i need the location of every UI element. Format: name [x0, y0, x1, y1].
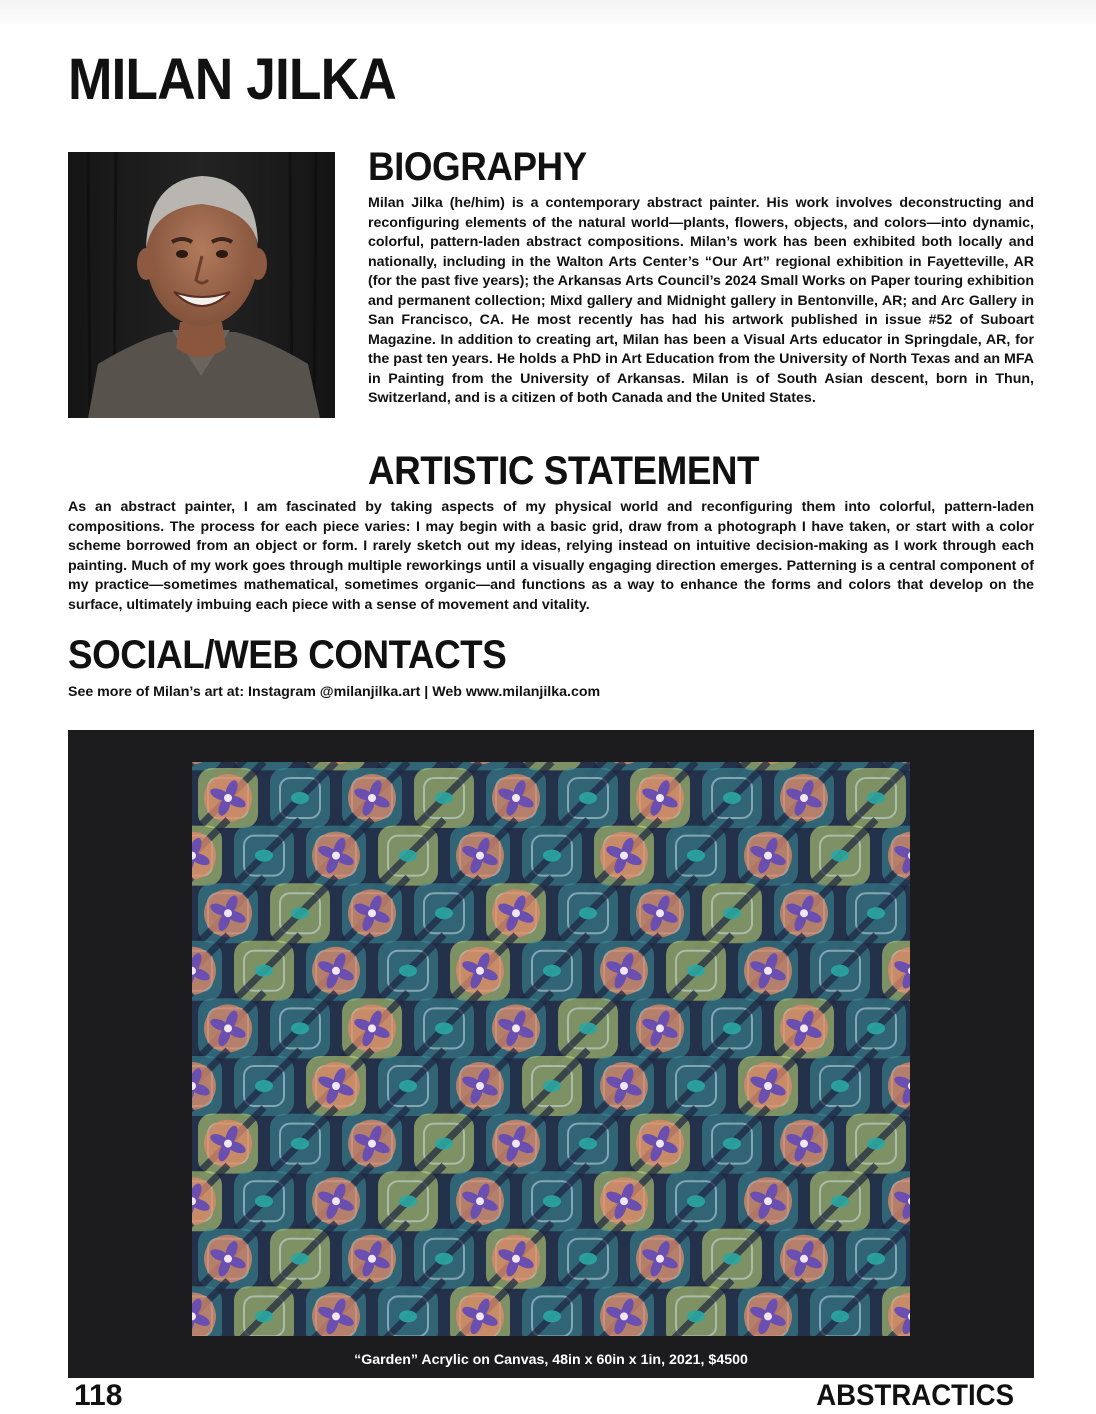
biography-heading: BIOGRAPHY: [368, 145, 587, 189]
artist-name: MILAN JILKA: [68, 47, 396, 112]
magazine-name: ABSTRACTICS: [816, 1379, 1014, 1412]
biography-text: Milan Jilka (he/him) is a contemporary abstract painter. His work involves deconstructing and reconfiguring elements of the natural world—plants, flowers, objects, and colors—into dynamic, colorful, pattern-laden abstract compositions. Milan’s work has been exhibited both locally and nationally, including in the Walton Arts Center’s “Our Art” regional exhibition in Fayetteville, AR (for the past five years); the Arkansas Arts Council’s 2024 Small Works on Paper touring exhibition and permanent collection; Mixd gallery and Midnight gallery in Bentonville, AR; and Arc Gallery in San Francisco, CA. He most recently has had his artwork published in issue #52 of Suboart Magazine. In addition to creating art, Milan has been a Visual Arts educator in Springdale, AR, for the past ten years. He holds a PhD in Art Education from the University of North Texas and an MFA in Painting from the University of Arkansas. Milan is of South Asian descent, born in Thun, Switzerland, and is a citizen of both Canada and the United States.: [368, 195, 1034, 406]
social-contacts-heading: SOCIAL/WEB CONTACTS: [68, 633, 507, 677]
artwork-caption: “Garden” Acrylic on Canvas, 48in x 60in x 1in, 2021, $4500: [354, 1352, 748, 1368]
artist-portrait: [68, 152, 335, 418]
garden-painting: [192, 762, 910, 1336]
social-contacts-line: See more of Milan’s art at: Instagram @milanjilka.art | Web www.milanjilka.com: [68, 684, 601, 700]
artwork-image: [192, 762, 910, 1336]
artwork-frame: [68, 730, 1034, 1378]
artistic-statement-heading: ARTISTIC STATEMENT: [368, 449, 760, 493]
page-number: 118: [74, 1379, 123, 1412]
portrait-illustration: [68, 152, 335, 418]
page-top-shade: [0, 0, 1096, 30]
artistic-statement-text: As an abstract painter, I am fascinated by taking aspects of my physical world and reconfiguring them into colorful, pattern-laden compositions. The process for each piece varies: I may begin with a basic grid, draw from a photograph I have taken, or start with a color scheme borrowed from an object or form. I rarely sketch out my ideas, relying instead on intuitive decision-making as I work through each painting. Much of my work goes through multiple reworkings until a visually engaging direction emerges. Patterning is a central component of my practice—sometimes mathematical, sometimes organic—and functions as a way to enhance the forms and colors that develop on the surface, ultimately imbuing each piece with a sense of movement and vitality.: [68, 499, 1034, 613]
